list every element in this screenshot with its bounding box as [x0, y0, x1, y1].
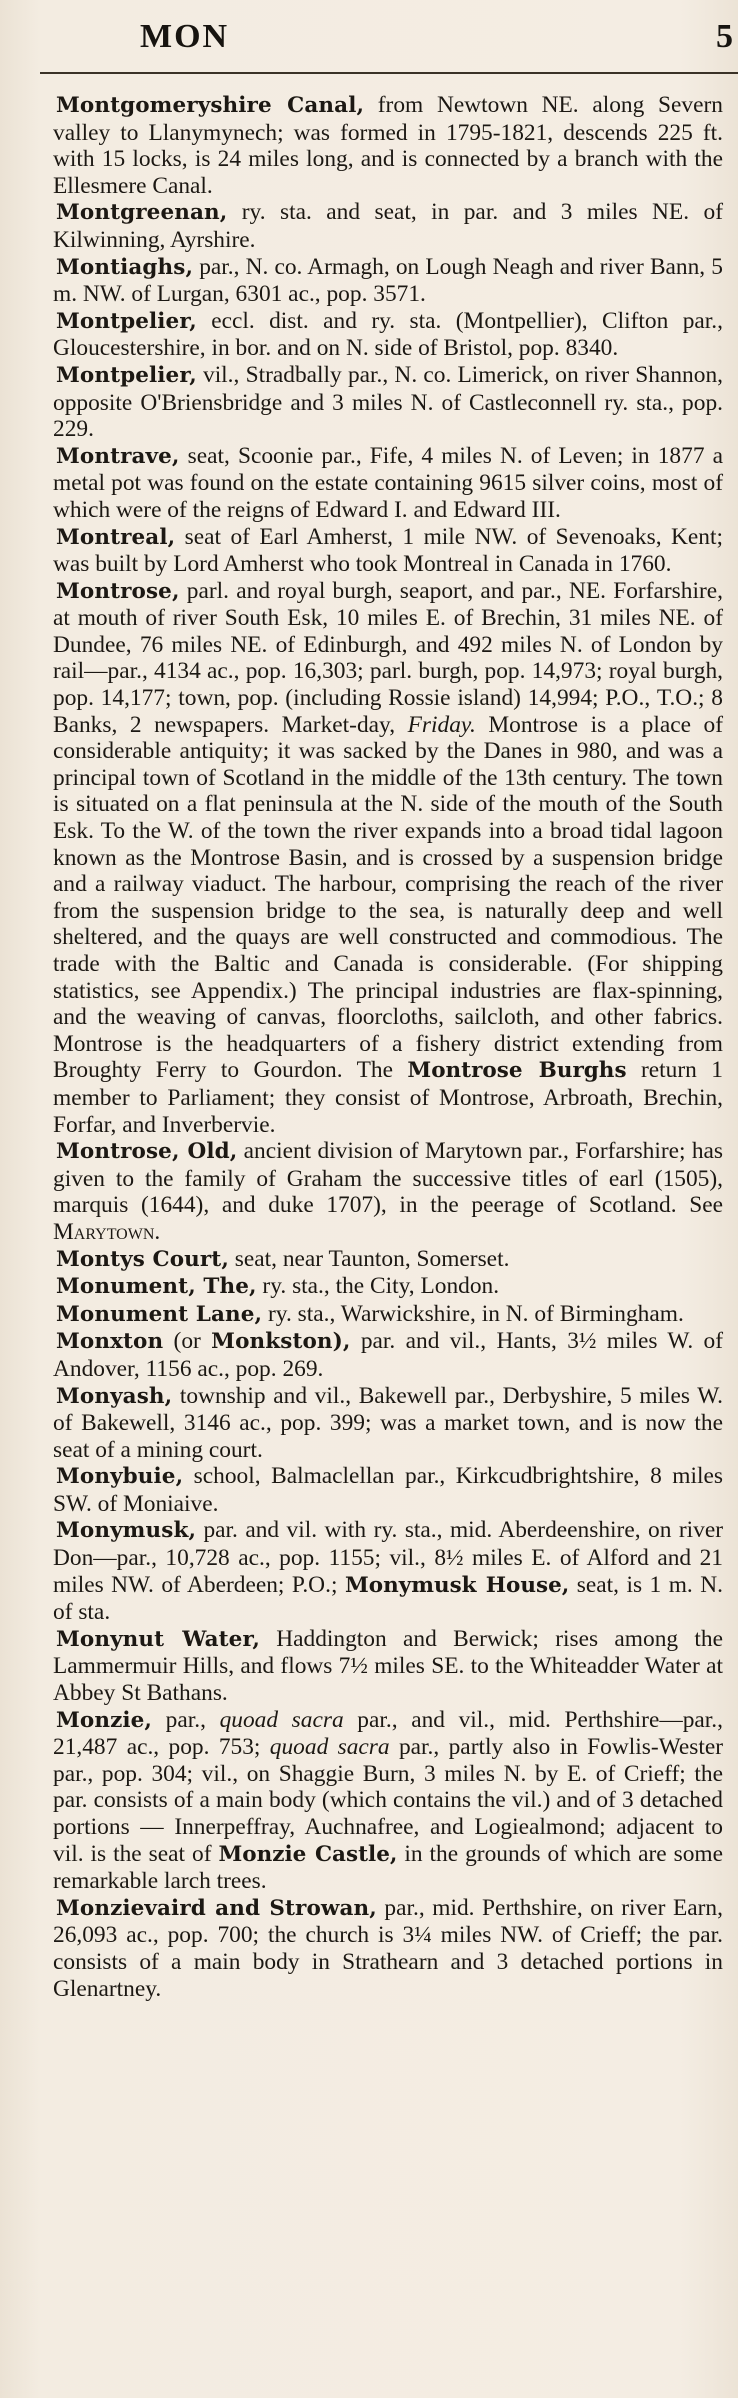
entry-montys-court — [53, 1246, 723, 1274]
entry-text: township and vil., Bakewell par., Derbyshire, 5 miles W. of Bakewell, 3146 ac., pop. 399; was a market town, and is now the seat of a mining court. — [53, 1382, 723, 1463]
entry-montgreenan — [53, 199, 723, 253]
entry-headword: Montpelier, — [56, 308, 197, 334]
entry-text: seat, near Taunton, Somerset. — [228, 1245, 510, 1272]
entry-monyash — [53, 1383, 723, 1464]
entry-montrose-old — [53, 1138, 723, 1245]
entry-monybuie — [53, 1463, 723, 1517]
entry-montiaghs — [53, 254, 723, 308]
latin-term: quoad sacra — [269, 1734, 390, 1761]
entry-montrose — [53, 578, 723, 1138]
entry-text: par., N. co. Armagh, on Lough Neagh and river Bann, 5 m. NW. of Lurgan, 6301 ac., pop. 3571. — [53, 253, 723, 308]
entry-headword: Monybuie, — [56, 1464, 184, 1490]
entry-text: ry. sta., Warwickshire, in N. of Birmingham. — [262, 1300, 684, 1327]
entry-headword: Montgreenan, — [56, 200, 228, 226]
entry-text: par. and vil. with ry. sta., mid. Aberdeenshire, on river Don—par., 10,728 ac., pop. 1155; vil., 8½ miles E. of Alford and 21 miles NW. of Aberdeen; — [53, 1517, 723, 1598]
entry-text: parl. and royal burgh, seaport, and par., NE. Forfarshire, at mouth of river South Esk, 10 miles E. of Brechin, 31 miles NE. of Dundee, 76 miles NE. of Edinburgh, and 492 miles N. of London by rail—par., 4134 ac., pop. 16,303; parl. burgh, pop. 14,973; royal burgh, pop. 14,177; town, pop. (including Rossie island) 14,994; — [53, 577, 723, 712]
entry-montreal — [53, 524, 723, 578]
entry-text: ; — [330, 1571, 345, 1598]
entry-headword: Montpelier, — [56, 362, 197, 388]
entry-monxton — [53, 1328, 723, 1382]
entry-headword: Monzie, — [56, 1707, 153, 1733]
entry-montrave — [53, 443, 723, 524]
entry-monynut-water — [53, 1626, 723, 1707]
entry-headword: Monzievaird and Strowan, — [56, 1895, 377, 1921]
post-office-abbrev: P.O. — [605, 685, 645, 712]
entry-monzie — [53, 1707, 723, 1895]
page-number: 5 — [716, 18, 733, 55]
post-office-abbrev: P.O. — [291, 1571, 331, 1598]
entry-text: ancient division of Marytown par., Forfarshire; has given to the family of Graham the successive titles of earl (1505), marquis (1644), and duke 1707), in the peerage of Scotland. See — [53, 1138, 724, 1219]
entry-monument-lane — [53, 1301, 723, 1329]
entry-text: par., partly also in Fowlis-Wester par., pop. 304; vil., on Shaggie Burn, 3 miles N. by E. of Crieff; the par. consists of a main body (which contains the vil.) and of 3 detached portions — Innerpeffray, Auchnafree, and Logiealmond; adjacent to vil. is the seat of — [53, 1734, 723, 1867]
entry-text: ry. sta., the City, London. — [256, 1273, 500, 1300]
entry-headword: Montrose, — [56, 578, 180, 604]
entry-text: Montrose is a place of considerable antiquity; it was sacked by the Danes in 980, and was a principal town of Scotland in the middle of the 13th century. The town is situated on a flat peninsula at the N. side of the mouth of the South Esk. To the W. of the town the river expands into a broad tidal lagoon known as the Montrose Basin, and is crossed by a suspension bridge and a railway viaduct. The harbour, comprising the reach of the river from the suspension bridge to the sea, is naturally deep and well sheltered, and the quays are well constructed and commodious. The trade with the Baltic and Canada is considerable. (For shipping statistics, see Appendix.) The principal industries are flax-spinning, and the weaving of canvas, floorcloths, sailcloth, and other fabrics. Montrose is the headquarters of a fishery district extending from Broughty Ferry to Gourdon. The — [53, 711, 724, 1084]
cross-reference: Marytown — [53, 1218, 155, 1245]
page-header-title: MON — [140, 18, 230, 55]
entry-text: seat, Scoonie par., Fife, 4 miles N. of Leven; in 1877 a metal pot was found on the estate containing 9615 silver coins, most of which were of the reigns of Edward I. and Edward III. — [53, 442, 723, 523]
entry-text: seat, is 1 m. N. of sta. — [53, 1571, 724, 1626]
entry-text: in the grounds of which are some remarkable larch trees. — [53, 1840, 723, 1895]
entry-monzievaird-and-strowan — [53, 1895, 723, 2002]
gazetteer-entries — [53, 92, 723, 2002]
entry-text: par., — [152, 1706, 220, 1733]
entry-monument-the — [53, 1273, 723, 1301]
entry-text: (or — [163, 1328, 212, 1355]
entry-headword: Monymusk, — [56, 1518, 197, 1544]
entry-text: par., and vil., mid. Perthshire—par., 21,487 ac., pop. 753; — [53, 1706, 723, 1761]
entry-headword: Montrose, Old, — [56, 1139, 238, 1165]
entry-text: eccl. dist. and ry. sta. (Montpellier), Clifton par., Gloucestershire, in bor. and on N. side of Bristol, pop. 8340. — [53, 307, 723, 362]
entry-text: school, Balmaclellan par., Kirkcudbrightshire, 8 miles SW. of Moniaive. — [53, 1463, 723, 1517]
entry-headword: Monxton — [56, 1329, 164, 1355]
entry-text: ry. sta. and seat, in par. and 3 miles NE. of Kilwinning, Ayrshire. — [53, 199, 723, 253]
montrose-burghs-term: Montrose Burghs — [407, 1058, 627, 1084]
entry-text: vil., Stradbally par., N. co. Limerick, on river Shannon, opposite O'Briensbridge and 3 miles N. of Castleconnell ry. sta., pop. 229. — [53, 361, 723, 443]
entry-text: par., mid. Perthshire, on river Earn, 26,093 ac., pop. 700; the church is 3¼ miles NW. of Crieff; the par. consists of a main body in Strathearn and 3 detached portions in Glenartney. — [53, 1894, 723, 2002]
entry-headword: Monument, The, — [56, 1274, 257, 1300]
entry-text: ; 8 Banks, 2 newspapers. Market-day, — [53, 685, 723, 738]
entry-headword-alt: Monkston), — [211, 1329, 351, 1355]
entry-text: par. and vil., Hants, 3½ miles W. of Andover, 1156 ac., pop. 269. — [53, 1328, 723, 1382]
market-day: Friday. — [407, 711, 476, 738]
monymusk-house-term: Monymusk House, — [344, 1572, 570, 1598]
entry-text: . — [154, 1218, 161, 1245]
entry-monymusk — [53, 1517, 723, 1625]
entry-text: Haddington and Berwick; rises among the Lammermuir Hills, and flows 7½ miles SE. to the Whiteadder Water at Abbey St Bathans. — [53, 1625, 723, 1707]
latin-term: quoad sacra — [219, 1706, 344, 1733]
entry-montpelier-limerick — [53, 362, 723, 443]
entry-text: from Newtown NE. along Severn valley to Llanymynech; was formed in 1795-1821, descends 225 ft. with 15 locks, is 24 miles long, and is connected by a branch with the Ellesmere Canal. — [53, 92, 723, 199]
entry-text: return 1 member to Parliament; they consist of Montrose, Arbroath, Brechin, Forfar, and Inverbervie. — [53, 1057, 723, 1138]
entry-montgomeryshire-canal — [53, 92, 723, 199]
entry-headword: Montiaghs, — [56, 254, 194, 280]
entry-headword: Monument Lane, — [56, 1301, 263, 1327]
telegraph-office-abbrev: T.O. — [656, 685, 699, 712]
monzie-castle-term: Monzie Castle, — [218, 1841, 398, 1867]
entry-montpelier-bristol — [53, 308, 723, 362]
entry-headword: Monynut Water, — [56, 1626, 260, 1652]
entry-headword: Montreal, — [56, 524, 176, 550]
entry-headword: Montgomeryshire Canal, — [56, 93, 365, 118]
entry-headword: Montys Court, — [56, 1246, 229, 1272]
entry-headword: Monyash, — [56, 1383, 173, 1409]
header-rule — [40, 72, 738, 74]
entry-headword: Montrave, — [56, 443, 180, 469]
entry-text: , — [644, 685, 657, 712]
entry-text: seat of Earl Amherst, 1 mile NW. of Sevenoaks, Kent; was built by Lord Amherst who took Montreal in Canada in 1760. — [53, 523, 723, 578]
